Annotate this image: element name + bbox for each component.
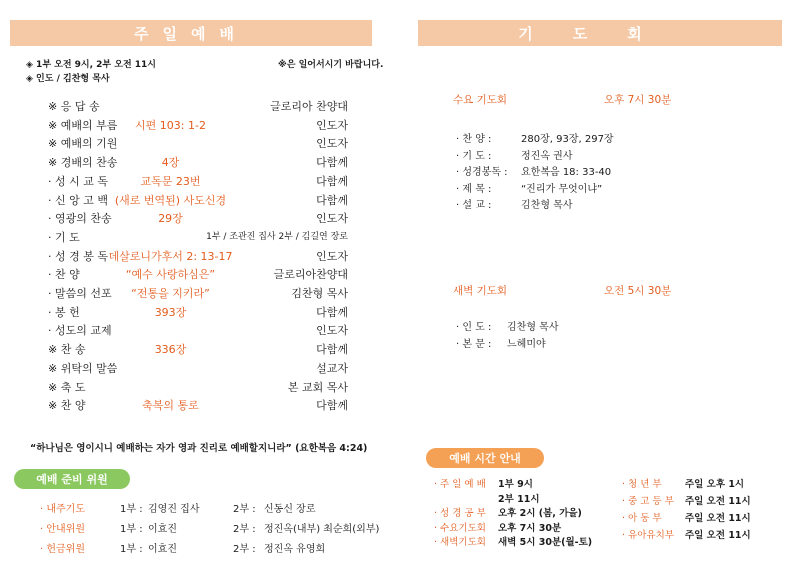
- schedule-value: 주일 오전 11시: [685, 496, 751, 507]
- order-item-leader: 다함께: [316, 156, 348, 170]
- order-item-leader: 인도자: [316, 324, 348, 338]
- schedule-label: · 아 동 부: [622, 513, 662, 524]
- order-item-name: ※ 경배의 찬송: [48, 156, 118, 170]
- order-item-leader: 1부 / 조관진 집사 2부 / 김길연 장로: [206, 231, 348, 242]
- committee-p1: 1부 :: [120, 544, 143, 555]
- order-item-detail: 교독문 23번: [140, 174, 201, 188]
- wed-item-value: 280장, 93장, 297장: [521, 134, 614, 145]
- schedule-label: · 새벽기도회: [434, 537, 486, 548]
- order-row: [48, 154, 348, 171]
- committee-n2: 정진옥(내부) 최순희(외부): [264, 524, 380, 535]
- order-row: [48, 322, 348, 339]
- order-item-name: · 기 도: [48, 230, 80, 244]
- order-item-leader: 글로리아찬양대: [273, 268, 348, 282]
- committee-n1: 이효진: [148, 544, 177, 555]
- order-item-name: ※ 위탁의 말씀: [48, 361, 118, 375]
- order-item-detail: 29장: [158, 212, 183, 226]
- dawn-item-value: 느헤미야: [507, 339, 546, 350]
- schedule-label: · 주 일 예 배: [434, 479, 486, 490]
- schedule-title-pill: 예배 시간 안내: [426, 448, 544, 468]
- order-row: [48, 98, 348, 115]
- order-item-detail: “예수 사랑하심은”: [125, 268, 216, 282]
- order-item-name: · 봉 헌: [48, 305, 80, 319]
- committee-n2: 신동신 장로: [264, 504, 316, 515]
- order-item-leader: 글로리아 찬양대: [270, 100, 348, 113]
- stand-note: ※은 일어서시기 바랍니다.: [278, 60, 384, 70]
- order-item-leader: 인도자: [316, 118, 348, 132]
- order-item-detail: 시편 103: 1-2: [135, 118, 206, 132]
- schedule-value: 새벽 5시 30분(월-토): [498, 537, 593, 548]
- order-row: [48, 285, 348, 302]
- wed-item-value: 정진옥 권사: [521, 150, 573, 162]
- schedule-value: 주일 오후 1시: [685, 479, 745, 490]
- committee-n1: 김영진 집사: [148, 504, 200, 515]
- order-item-name: · 성 시 교 독: [48, 174, 108, 188]
- schedule-label: · 수요기도회: [434, 522, 486, 534]
- order-item-leader: 인도자: [316, 212, 348, 226]
- order-item-detail: 393장: [154, 305, 187, 319]
- committee-p1: 1부 :: [120, 524, 143, 535]
- wed-item-value: 김찬형 목사: [521, 200, 573, 211]
- order-item-name: · 찬 양: [48, 268, 80, 282]
- committee-title-pill: 예배 준비 위원: [14, 469, 130, 489]
- order-row: [48, 117, 348, 134]
- dawn-item-label: · 인 도 :: [456, 322, 492, 333]
- order-item-name: ※ 예배의 부름: [48, 118, 118, 132]
- committee-p2: 2부 :: [233, 544, 256, 555]
- order-item-name: ※ 축 도: [48, 380, 86, 394]
- order-item-leader: 다함께: [316, 343, 348, 357]
- order-item-name: · 말씀의 선포: [48, 287, 112, 300]
- order-item-leader: 다함께: [316, 174, 348, 188]
- wed-prayer-title: 수요 기도회: [453, 94, 508, 106]
- order-item-name: ※ 찬 양: [48, 399, 86, 413]
- committee-role: · 내주기도: [40, 504, 85, 515]
- order-item-leader: 인도자: [316, 137, 348, 151]
- dawn-prayer-time: 오전 5시 30분: [604, 285, 672, 297]
- order-item-leader: 설교자: [316, 361, 348, 375]
- order-item-leader: 다함께: [316, 399, 348, 413]
- order-item-detail: 4장: [161, 156, 180, 170]
- service-time-line: ◈ 1부 오전 9시, 2부 오전 11시: [26, 60, 157, 70]
- order-item-detail: 데살로니가후서 2: 13-17: [108, 249, 233, 263]
- wed-item-label: · 찬 양 :: [456, 134, 492, 145]
- order-item-name: ※ 예배의 기원: [48, 137, 118, 151]
- order-row: [48, 248, 348, 265]
- order-item-name: · 신 앙 고 백: [48, 193, 108, 207]
- order-row: [48, 266, 348, 283]
- order-item-leader: 인도자: [316, 249, 348, 263]
- schedule-label: · 성 경 공 부: [434, 508, 486, 519]
- order-row: [48, 397, 348, 414]
- committee-p2: 2부 :: [233, 504, 256, 515]
- order-row: [48, 210, 348, 227]
- order-row: [48, 192, 348, 209]
- schedule-value: 주일 오전 11시: [685, 513, 751, 524]
- wed-prayer-time: 오후 7시 30분: [604, 94, 672, 106]
- order-item-detail: 축복의 통로: [142, 399, 199, 413]
- wed-item-label: · 제 목 :: [456, 183, 492, 195]
- sunday-service-header: 주일예배: [10, 20, 372, 46]
- schedule-label: · 청 년 부: [622, 479, 662, 490]
- dawn-item-label: · 본 문 :: [456, 339, 492, 350]
- schedule-value: 1부 9시: [498, 479, 533, 490]
- order-row: [48, 341, 348, 358]
- order-item-name: ※ 응 답 송: [48, 100, 100, 113]
- prayer-meeting-header: 기도회: [418, 20, 782, 46]
- schedule-value: 오후 7시 30분: [498, 522, 562, 534]
- order-item-detail: (새로 번역된) 사도신경: [114, 193, 227, 207]
- wed-item-value: 요한복음 18: 33-40: [521, 167, 612, 178]
- dawn-prayer-title: 새벽 기도회: [453, 285, 508, 297]
- committee-role: · 안내위원: [40, 524, 85, 535]
- wed-item-label: · 설 교 :: [456, 200, 492, 211]
- order-item-leader: 김찬형 목사: [291, 287, 348, 300]
- schedule-label: · 중 고 등 부: [622, 496, 674, 507]
- order-item-detail: 336장: [154, 343, 187, 357]
- order-item-leader: 다함께: [316, 193, 348, 207]
- committee-p1: 1부 :: [120, 504, 143, 515]
- order-item-leader: 본 교회 목사: [287, 380, 348, 394]
- schedule-value: 주일 오전 11시: [685, 530, 751, 541]
- order-row: [48, 304, 348, 321]
- committee-n1: 이효진: [148, 524, 177, 535]
- order-row: [48, 360, 348, 377]
- order-item-name: · 성 경 봉 독: [48, 249, 108, 263]
- wed-item-value: “진리가 무엇이냐”: [521, 183, 603, 195]
- order-row: [48, 173, 348, 190]
- scripture-verse: “하나님은 영이시니 예배하는 자가 영과 진리로 예배할지니라” (요한복음 4:24): [30, 443, 368, 454]
- wed-item-label: · 성경봉독 :: [456, 167, 508, 178]
- order-item-name: · 성도의 교제: [48, 324, 112, 338]
- order-row: [48, 135, 348, 152]
- order-item-name: ※ 찬 송: [48, 343, 86, 357]
- order-row: [48, 229, 348, 246]
- schedule-value: 오후 2시 (봄, 가을): [498, 508, 582, 519]
- committee-p2: 2부 :: [233, 524, 256, 535]
- dawn-item-value: 김찬형 목사: [507, 322, 559, 333]
- service-leader-line: ◈ 인도 / 김찬형 목사: [26, 74, 110, 84]
- committee-role: · 헌금위원: [40, 544, 85, 555]
- schedule-value: 2부 11시: [498, 493, 540, 505]
- order-item-detail: “전통을 지키라”: [131, 287, 210, 300]
- order-item-name: · 영광의 찬송: [48, 212, 112, 226]
- order-item-leader: 다함께: [316, 305, 348, 319]
- committee-n2: 정진옥 유영희: [264, 544, 326, 555]
- schedule-label: · 유아유치부: [622, 530, 674, 541]
- order-row: [48, 379, 348, 396]
- wed-item-label: · 기 도 :: [456, 150, 492, 162]
